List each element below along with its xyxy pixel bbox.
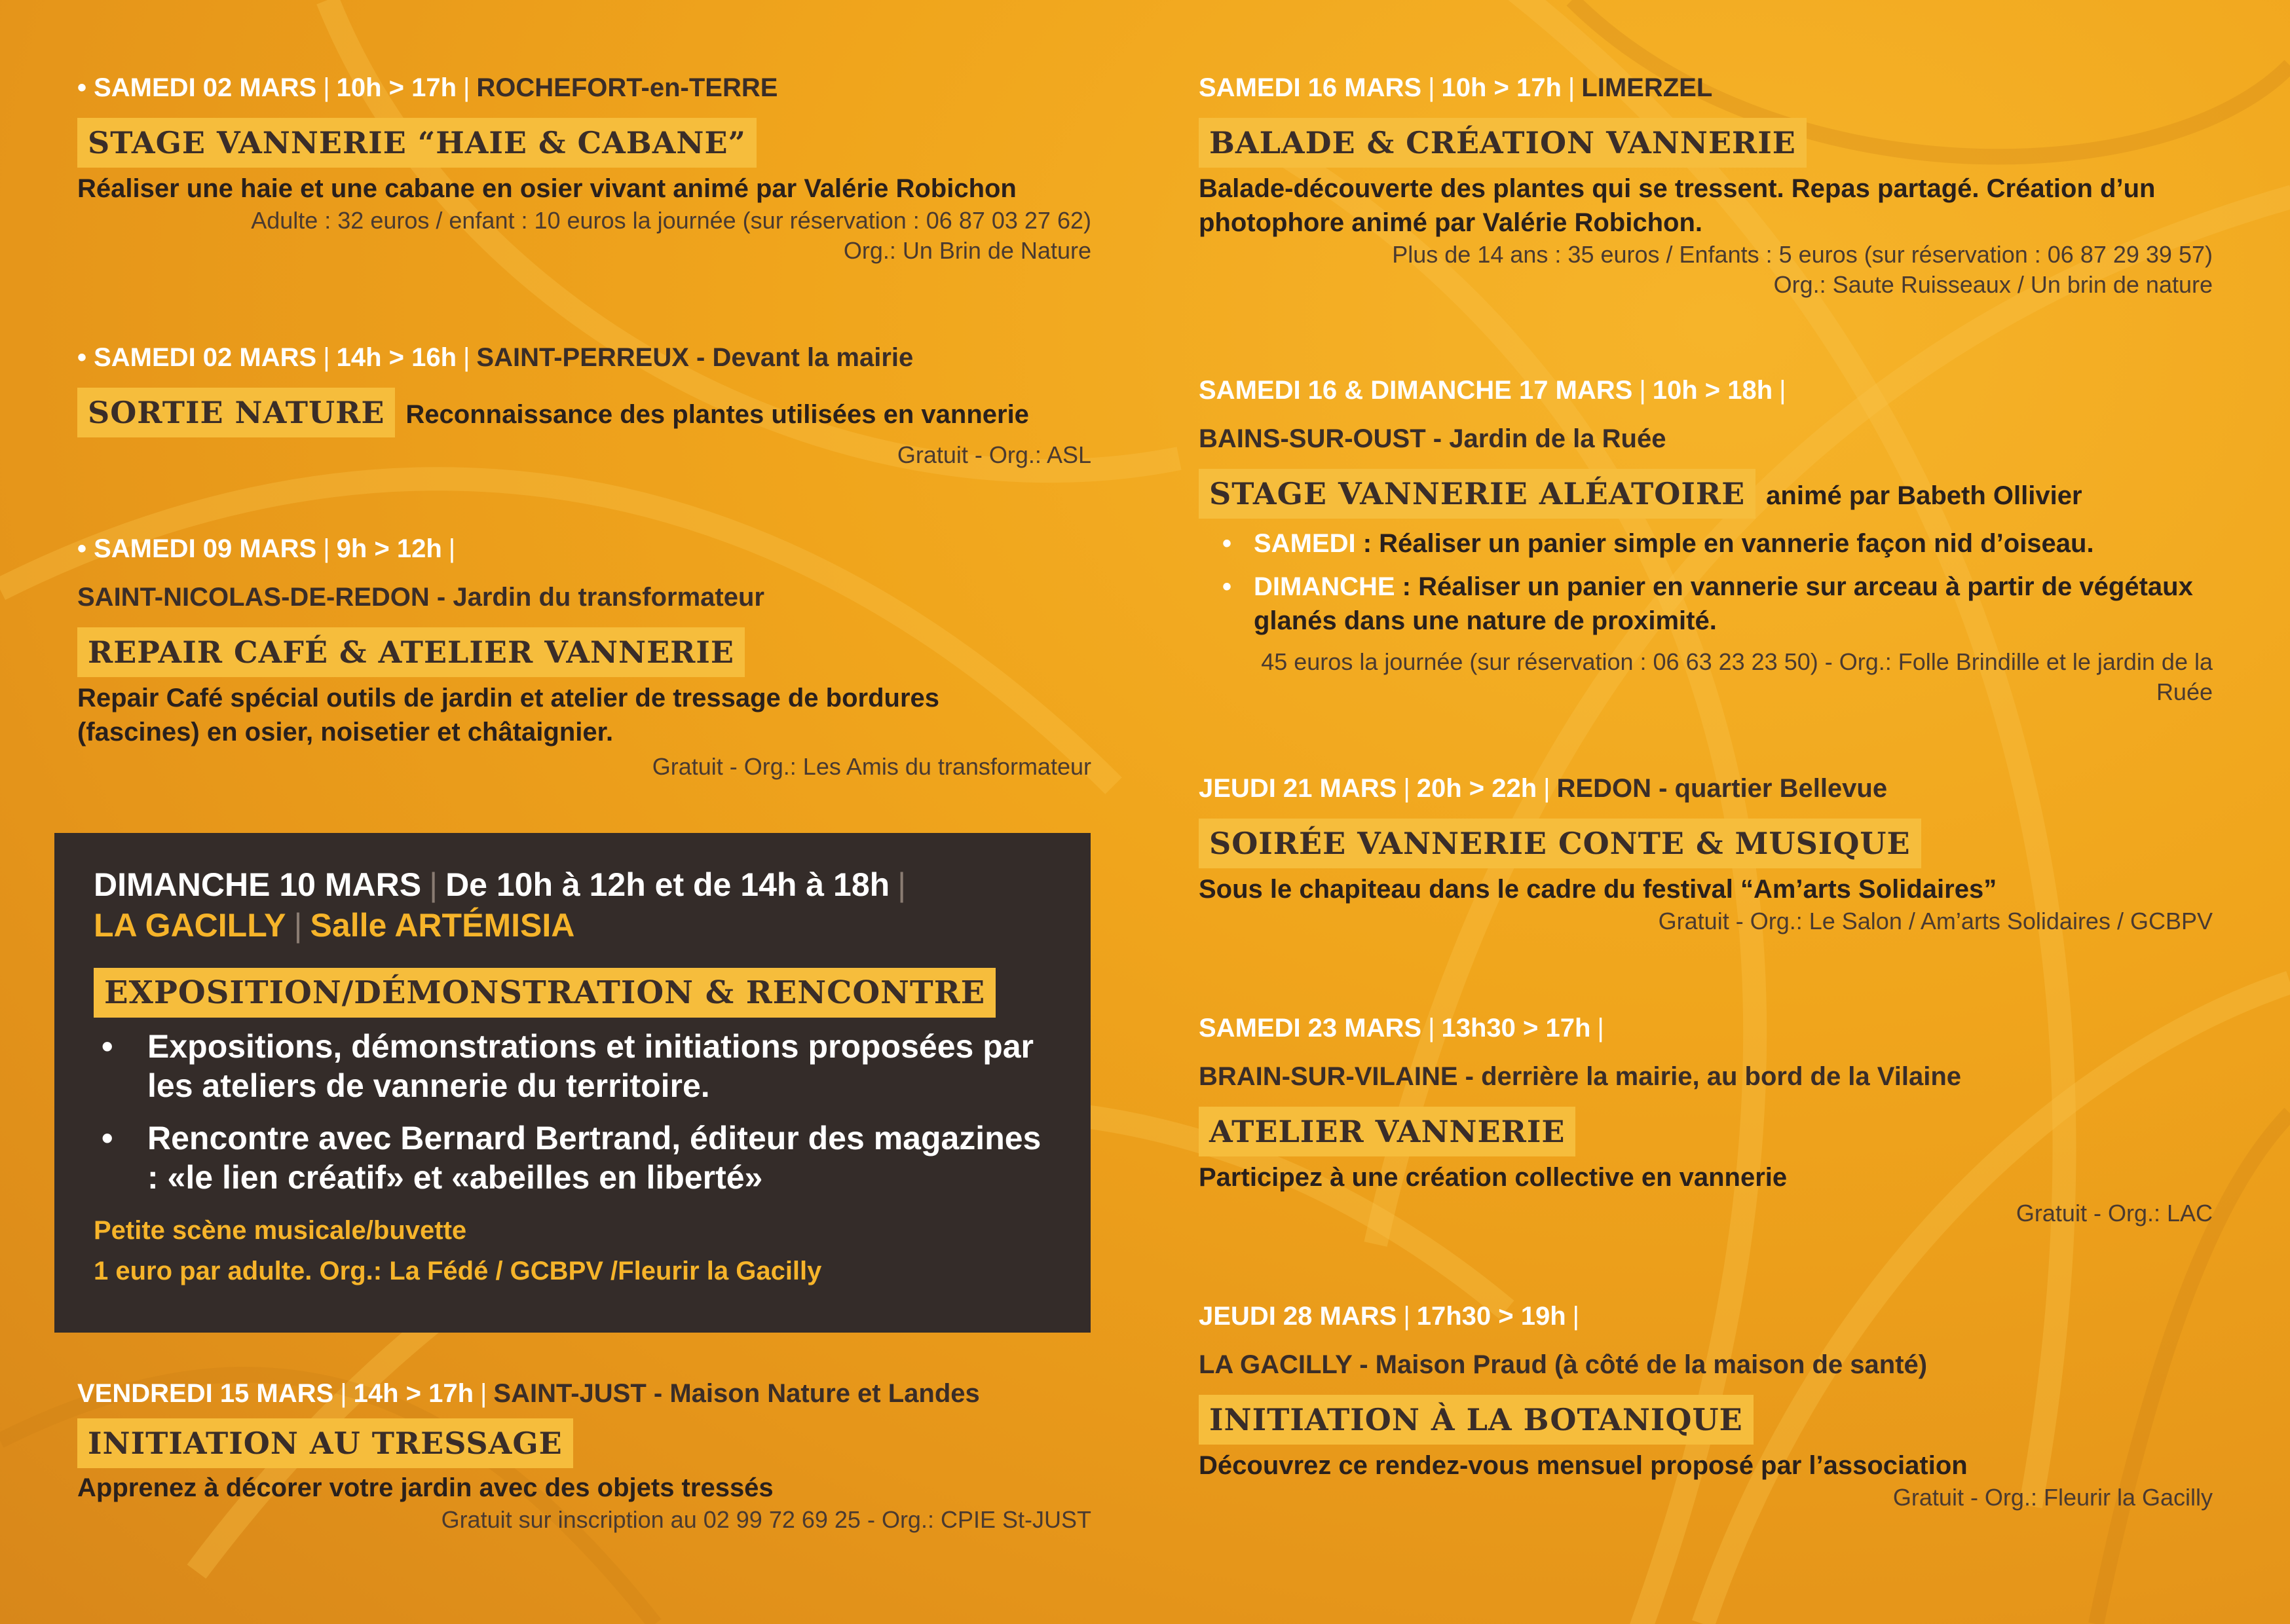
event-title: SORTIE NATURE [77, 388, 395, 437]
featured-title: EXPOSITION/DÉMONSTRATION & RENCONTRE [94, 968, 996, 1018]
event-time: 20h > 22h [1416, 774, 1537, 803]
event-time: 10h > 17h [1441, 73, 1562, 102]
event-place: SAINT-PERREUX - Devant la mairie [476, 343, 914, 372]
event-description: Découvrez ce rendez-vous mensuel proposé par l’association [1199, 1451, 1968, 1480]
event-time: 10h > 18h [1652, 376, 1773, 405]
event-place: SAINT-NICOLAS-DE-REDON - Jardin du transformateur [77, 583, 764, 612]
event-time: 10h > 17h [336, 73, 457, 102]
event-place: SAINT-JUST - Maison Nature et Landes [493, 1379, 980, 1408]
featured-info-music: Petite scène musicale/buvette [94, 1216, 467, 1245]
event-title: REPAIR CAFÉ & ATELIER VANNERIE [77, 627, 745, 677]
event-price: Gratuit - Org.: Le Salon / Am’arts Solidaires / GCBPV [1658, 908, 2213, 934]
event-title: INITIATION À LA BOTANIQUE [1199, 1395, 1754, 1445]
event-price: Plus de 14 ans : 35 euros / Enfants : 5 euros (sur réservation : 06 87 29 39 57) [1392, 241, 2213, 268]
featured-time: De 10h à 12h et de 14h à 18h [445, 866, 890, 903]
event-title: INITIATION AU TRESSAGE [77, 1418, 573, 1468]
event-price: 45 euros la journée (sur réservation : 06 63 23 23 50) - Org.: Folle Brindille et le jardin de la Ruée [1261, 648, 2213, 705]
event-organizer: Org.: Saute Ruisseaux / Un brin de nature [1773, 271, 2213, 298]
event-price: Adulte : 32 euros / enfant : 10 euros la journée (sur réservation : 06 87 03 27 62) [251, 207, 1091, 234]
event-time: 9h > 12h [336, 534, 442, 563]
event-initiation-tressage: VENDREDI 15 MARS | 14h > 17h | SAINT-JUST - Maison Nature et Landes INITIATION AU TRESSAGE Apprenez à décorer votre jardin avec des objets tressés Gratuit sur inscription au 02 99 72 69 25 - Org.: CPIE St-JUST [77, 1376, 1091, 1535]
event-day: SAMEDI 16 & DIMANCHE 17 MARS [1199, 376, 1633, 405]
featured-day: DIMANCHE 10 MARS [94, 866, 422, 903]
event-day-item [1199, 570, 2213, 638]
event-stage-aleatoire: SAMEDI 16 & DIMANCHE 17 MARS | 10h > 18h | BAINS-SUR-OUST - Jardin de la Ruée STAGE VANNERIE ALÉATOIRE animé par Babeth Ollivier • SAMEDI : Réaliser un panier simple en vannerie façon nid d’oiseau. • DIMANCHE : Réaliser un panier en vannerie sur arceau à partir de végétaux glanés dans une nature de proximité. 45 euros la journée (sur réservation : 06 63 23 23 50) - Org.: Folle Brindille et le jardin de la Ruée [1199, 373, 2213, 707]
event-subday-text: : Réaliser un panier simple en vannerie façon nid d’oiseau. [1355, 529, 2094, 558]
event-sortie-nature: • SAMEDI 02 MARS | 14h > 16h | SAINT-PERREUX - Devant la mairie SORTIE NATURE Reconnaissance des plantes utilisées en vannerie Gratuit - Org.: ASL [77, 341, 1091, 470]
featured-bullet: • Expositions, démonstrations et initiations proposées par les ateliers de vannerie du territoire. [94, 1027, 1051, 1105]
event-time: 14h > 16h [336, 343, 457, 372]
featured-city: LA GACILLY [94, 907, 286, 944]
event-repair-cafe: • SAMEDI 09 MARS | 9h > 12h | SAINT-NICOLAS-DE-REDON - Jardin du transformateur REPAIR CAFÉ & ATELIER VANNERIE Repair Café spécial outils de jardin et atelier de tressage de bordures (fascines) en osier, noisetier et châtaignier. Gratuit - Org.: Les Amis du transformateur [77, 532, 1091, 782]
event-note: Reconnaissance des plantes utilisées en vannerie [405, 400, 1029, 429]
event-title: ATELIER VANNERIE [1199, 1107, 1575, 1156]
event-day: JEUDI 21 MARS [1199, 774, 1397, 803]
featured-info-price: 1 euro par adulte. Org.: La Fédé / GCBPV /Fleurir la Gacilly [94, 1257, 822, 1285]
event-subday-text: : Réaliser un panier en vannerie sur arceau à partir de végétaux glanés dans une nature de proximité. [1254, 572, 2193, 635]
event-balade-creation: SAMEDI 16 MARS | 10h > 17h | LIMERZEL BALADE & CRÉATION VANNERIE Balade-découverte des plantes qui se tressent. Repas partagé. Création d’un photophore animé par Valérie Robichon. Plus de 14 ans : 35 euros / Enfants : 5 euros (sur réservation : 06 87 29 39 57) Org.: Saute Ruisseaux / Un brin de nature [1199, 71, 2213, 300]
event-description: Sous le chapiteau dans le cadre du festival “Am’arts Solidaires” [1199, 875, 1997, 904]
event-description: Participez à une création collective en vannerie [1199, 1163, 1788, 1192]
event-description: Repair Café spécial outils de jardin et atelier de tressage de bordures (fascines) en osier, noisetier et châtaignier. [77, 684, 940, 747]
event-price: Gratuit sur inscription au 02 99 72 69 25 - Org.: CPIE St-JUST [441, 1506, 1091, 1533]
event-place: ROCHEFORT-en-TERRE [476, 73, 778, 102]
event-place: BRAIN-SUR-VILAINE - derrière la mairie, au bord de la Vilaine [1199, 1062, 1962, 1091]
event-stage-haie-cabane: • SAMEDI 02 MARS | 10h > 17h | ROCHEFORT-en-TERRE STAGE VANNERIE “HAIE & CABANE” Réaliser une haie et une cabane en osier vivant animé par Valérie Robichon Adulte : 32 euros / enfant : 10 euros la journée (sur réservation : 06 87 03 27 62) Org.: Un Brin de Nature [77, 71, 1091, 266]
event-description: Balade-découverte des plantes qui se tressent. Repas partagé. Création d’un photophore animé par Valérie Robichon. [1199, 174, 2156, 237]
event-place: REDON - quartier Bellevue [1556, 774, 1888, 803]
event-price: Gratuit - Org.: LAC [2016, 1200, 2213, 1227]
event-day: VENDREDI 15 MARS [77, 1379, 334, 1408]
event-initiation-botanique: JEUDI 28 MARS | 17h30 > 19h | LA GACILLY - Maison Praud (à côté de la maison de santé) INITIATION À LA BOTANIQUE Découvrez ce rendez-vous mensuel proposé par l’association Gratuit - Org.: Fleurir la Gacilly [1199, 1299, 2213, 1513]
event-day: JEUDI 28 MARS [1199, 1302, 1397, 1331]
event-organizer: Org.: Un Brin de Nature [843, 237, 1091, 264]
event-day-list [1199, 526, 2213, 638]
event-place: LA GACILLY - Maison Praud (à côté de la maison de santé) [1199, 1350, 1928, 1379]
event-price: Gratuit - Org.: Fleurir la Gacilly [1892, 1484, 2213, 1511]
event-title: BALADE & CRÉATION VANNERIE [1199, 118, 1807, 168]
event-description: Réaliser une haie et une cabane en osier vivant animé par Valérie Robichon [77, 174, 1017, 203]
featured-bullet-list [94, 1027, 1051, 1197]
event-day: SAMEDI 16 MARS [1199, 73, 1422, 102]
featured-bullet: • Rencontre avec Bernard Bertrand, éditeur des magazines : «le lien créatif» et «abeilles en liberté» [94, 1118, 1051, 1197]
event-note: animé par Babeth Ollivier [1766, 481, 2082, 510]
event-subday: SAMEDI [1254, 529, 1356, 558]
event-time: 17h30 > 19h [1416, 1302, 1566, 1331]
event-time: 13h30 > 17h [1441, 1014, 1591, 1043]
event-title: SOIRÉE VANNERIE CONTE & MUSIQUE [1199, 819, 1921, 868]
event-place: BAINS-SUR-OUST - Jardin de la Ruée [1199, 424, 1666, 453]
featured-event-box: DIMANCHE 10 MARS | De 10h à 12h et de 14h à 18h | LA GACILLY | Salle ARTÉMISIA EXPOSITION/DÉMONSTRATION & RENCONTRE • Expositions, démonstrations et initiations proposées par les ateliers de vannerie du territoire. • Rencontre avec Bernard Bertrand, éditeur des magazines : «le lien créatif» et «abeilles en liberté» Petite scène musicale/buvette 1 euro par adulte. Org.: La Fédé / GCBPV /Fleurir la Gacilly [54, 833, 1091, 1333]
featured-venue: Salle ARTÉMISIA [310, 907, 575, 944]
event-day: • SAMEDI 02 MARS [77, 73, 317, 102]
event-subday: DIMANCHE [1254, 572, 1395, 601]
event-price: Gratuit - Org.: Les Amis du transformateur [652, 753, 1091, 780]
event-soiree-conte: JEUDI 21 MARS | 20h > 22h | REDON - quartier Bellevue SOIRÉE VANNERIE CONTE & MUSIQUE Sous le chapiteau dans le cadre du festival “Am’arts Solidaires” Gratuit - Org.: Le Salon / Am’arts Solidaires / GCBPV [1199, 771, 2213, 936]
event-day: SAMEDI 23 MARS [1199, 1014, 1422, 1043]
event-day-item [1199, 526, 2213, 561]
event-title: STAGE VANNERIE “HAIE & CABANE” [77, 118, 757, 168]
event-day: • SAMEDI 09 MARS [77, 534, 317, 563]
event-atelier-vannerie: SAMEDI 23 MARS | 13h30 > 17h | BRAIN-SUR-VILAINE - derrière la mairie, au bord de la Vilaine ATELIER VANNERIE Participez à une création collective en vannerie Gratuit - Org.: LAC [1199, 1011, 2213, 1228]
event-day: • SAMEDI 02 MARS [77, 343, 317, 372]
event-description: Apprenez à décorer votre jardin avec des objets tressés [77, 1473, 774, 1502]
event-title: STAGE VANNERIE ALÉATOIRE [1199, 469, 1755, 519]
event-time: 14h > 17h [353, 1379, 474, 1408]
event-place: LIMERZEL [1581, 73, 1713, 102]
event-price: Gratuit - Org.: ASL [897, 441, 1091, 468]
